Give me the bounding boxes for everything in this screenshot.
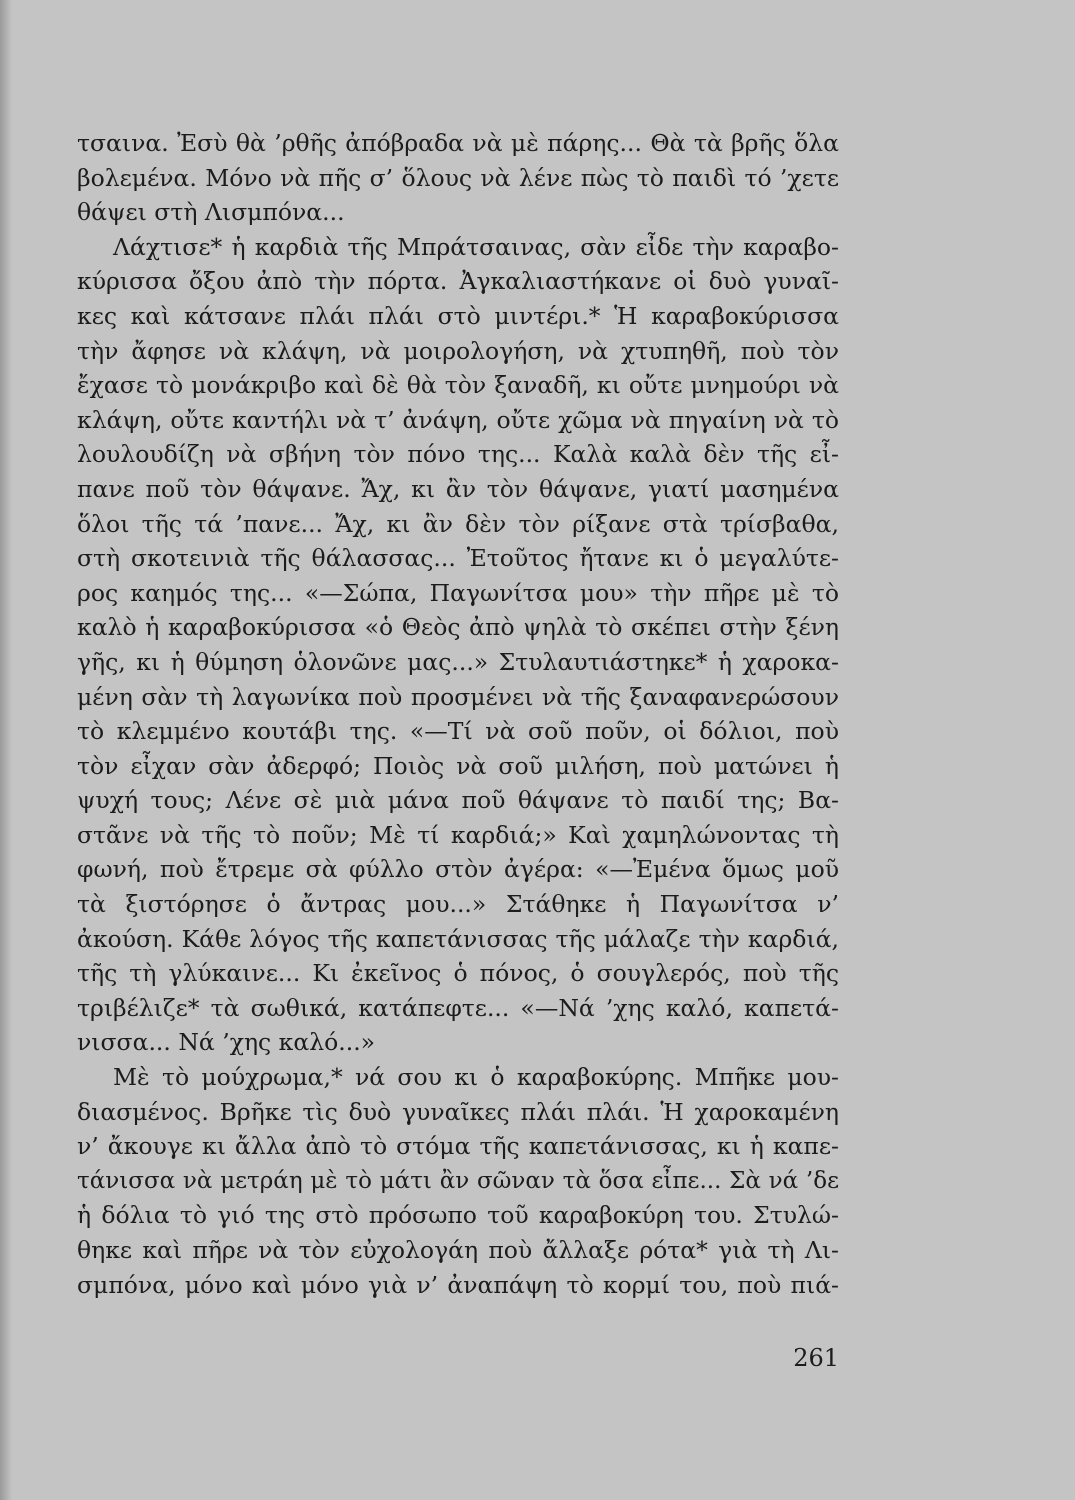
text-line: κες καὶ κάτσανε πλάι πλάι στὸ μιντέρι.* Ἡ καραβοκύρισσα <box>77 301 839 330</box>
page-gutter-shadow <box>0 0 12 1500</box>
text-line: ν’ ἄκουγε κι ἄλλα ἀπὸ τὸ στόμα τῆς καπετάνισσας, κι ἡ καπε- <box>77 1132 839 1161</box>
text-line: θηκε καὶ πῆρε νὰ τὸν εὐχολογάη ποὺ ἄλλαξε ρότα* γιὰ τὴ Λι- <box>77 1236 839 1264</box>
text-line: τὸ κλεμμένο κουτάβι της. «—Τί νὰ σοῦ ποῦν, οἱ δόλιοι, ποὺ <box>77 717 839 746</box>
text-line: γῆς, κι ἡ θύμηση ὁλονῶνε μας...» Στυλαυτιάστηκε* ἡ χαροκα- <box>77 647 839 676</box>
text-line: νισσα... Νά ’χης καλό...» <box>77 1028 376 1057</box>
text-line: κύρισσα ὄξου ἀπὸ τὴν πόρτα. Ἀγκαλιαστήκανε οἱ δυὸ γυναῖ- <box>77 267 839 296</box>
text-line: θάψει στὴ Λισμπόνα... <box>77 198 345 227</box>
text-line: φωνή, ποὺ ἔτρεμε σὰ φύλλο στὸν ἀγέρα: «—Ἐμένα ὅμως μοῦ <box>77 855 839 884</box>
text-line: πανε ποῦ τὸν θάψανε. Ἄχ, κι ἂν τὸν θάψανε, γιατί μασημένα <box>77 474 839 503</box>
text-line: τριβέλιζε* τὰ σωθικά, κατάπεφτε... «—Νά ’χης καλό, καπετά- <box>77 993 839 1022</box>
text-line: τὸν εἶχαν σὰν ἀδερφό; Ποιὸς νὰ σοῦ μιλήση, ποὺ ματώνει ἡ <box>77 751 839 780</box>
text-line: τὴν ἄφησε νὰ κλάψη, νὰ μοιρολογήση, νὰ χτυπηθῆ, ποὺ τὸν <box>77 336 839 365</box>
text-line: Μὲ τὸ μούχρωμα,* νά σου κι ὁ καραβοκύρης. Μπῆκε μου- <box>113 1063 839 1092</box>
text-line: τάνισσα νὰ μετράη μὲ τὸ μάτι ἂν σῶναν τὰ ὅσα εἶπε... Σὰ νά ’δε <box>77 1167 839 1194</box>
text-line: ὅλοι τῆς τά ’πανε... Ἄχ, κι ἂν δὲν τὸν ρίξανε στὰ τρίσβαθα, <box>77 509 839 538</box>
text-line: διασμένος. Βρῆκε τὶς δυὸ γυναῖκες πλάι πλάι. Ἡ χαροκαμένη <box>77 1097 839 1126</box>
text-line: τῆς τὴ γλύκαινε... Κι ἐκεῖνος ὁ πόνος, ὁ σουγλερός, ποὺ τῆς <box>77 959 839 988</box>
text-line: σμπόνα, μόνο καὶ μόνο γιὰ ν’ ἀναπάψη τὸ κορμί του, ποὺ πιά- <box>77 1270 839 1299</box>
text-line: βολεμένα. Μόνο νὰ πῆς σ’ ὅλους νὰ λένε πὼς τὸ παιδὶ τό ’χετε <box>77 163 839 192</box>
text-line: μένη σὰν τὴ λαγωνίκα ποὺ προσμένει νὰ τῆς ξαναφανερώσουν <box>77 682 839 711</box>
text-line: ρος καημός της... «—Σώπα, Παγωνίτσα μου» τὴν πῆρε μὲ τὸ <box>77 578 839 607</box>
text-line: τσαινα. Ἐσὺ θὰ ’ρθῆς ἀπόβραδα νὰ μὲ πάρης... Θὰ τὰ βρῆς ὅλα <box>77 129 839 157</box>
text-line: Λάχτισε* ἡ καρδιὰ τῆς Μπράτσαινας, σὰν εἶδε τὴν καραβο- <box>113 232 839 261</box>
text-line: καλὸ ἡ καραβοκύρισσα «ὁ Θεὸς ἀπὸ ψηλὰ τὸ σκέπει στὴν ξένη <box>77 613 839 642</box>
text-line: ἀκούση. Κάθε λόγος τῆς καπετάνισσας τῆς μάλαζε τὴν καρδιά, <box>77 924 839 953</box>
body-text <box>77 126 839 1302</box>
text-line: ψυχή τους; Λένε σὲ μιὰ μάνα ποῦ θάψανε τὸ παιδί της; Βα- <box>77 786 839 815</box>
text-line: κλάψη, οὔτε καντήλι νὰ τ’ ἀνάψη, οὔτε χῶμα νὰ πηγαίνη νὰ τὸ <box>77 405 839 434</box>
text-line: στᾶνε νὰ τῆς τὸ ποῦν; Μὲ τί καρδιά;» Καὶ χαμηλώνοντας τὴ <box>77 820 839 849</box>
text-line: λουλουδίζη νὰ σβήνη τὸν πόνο της... Καλὰ καλὰ δὲν τῆς εἶ- <box>77 440 839 469</box>
text-line: ἔχασε τὸ μονάκριβο καὶ δὲ θὰ τὸν ξαναδῆ, κι οὔτε μνημούρι νὰ <box>77 371 839 400</box>
text-line: ἡ δόλια τὸ γιό της στὸ πρόσωπο τοῦ καραβοκύρη του. Στυλώ- <box>77 1201 839 1230</box>
page-number: 261 <box>793 1344 839 1372</box>
text-line: τὰ ξιστόρησε ὁ ἄντρας μου...» Στάθηκε ἡ Παγωνίτσα ν’ <box>77 890 839 919</box>
text-line: στὴ σκοτεινιὰ τῆς θάλασσας... Ἐτοῦτος ἤτανε κι ὁ μεγαλύτε- <box>77 544 839 573</box>
